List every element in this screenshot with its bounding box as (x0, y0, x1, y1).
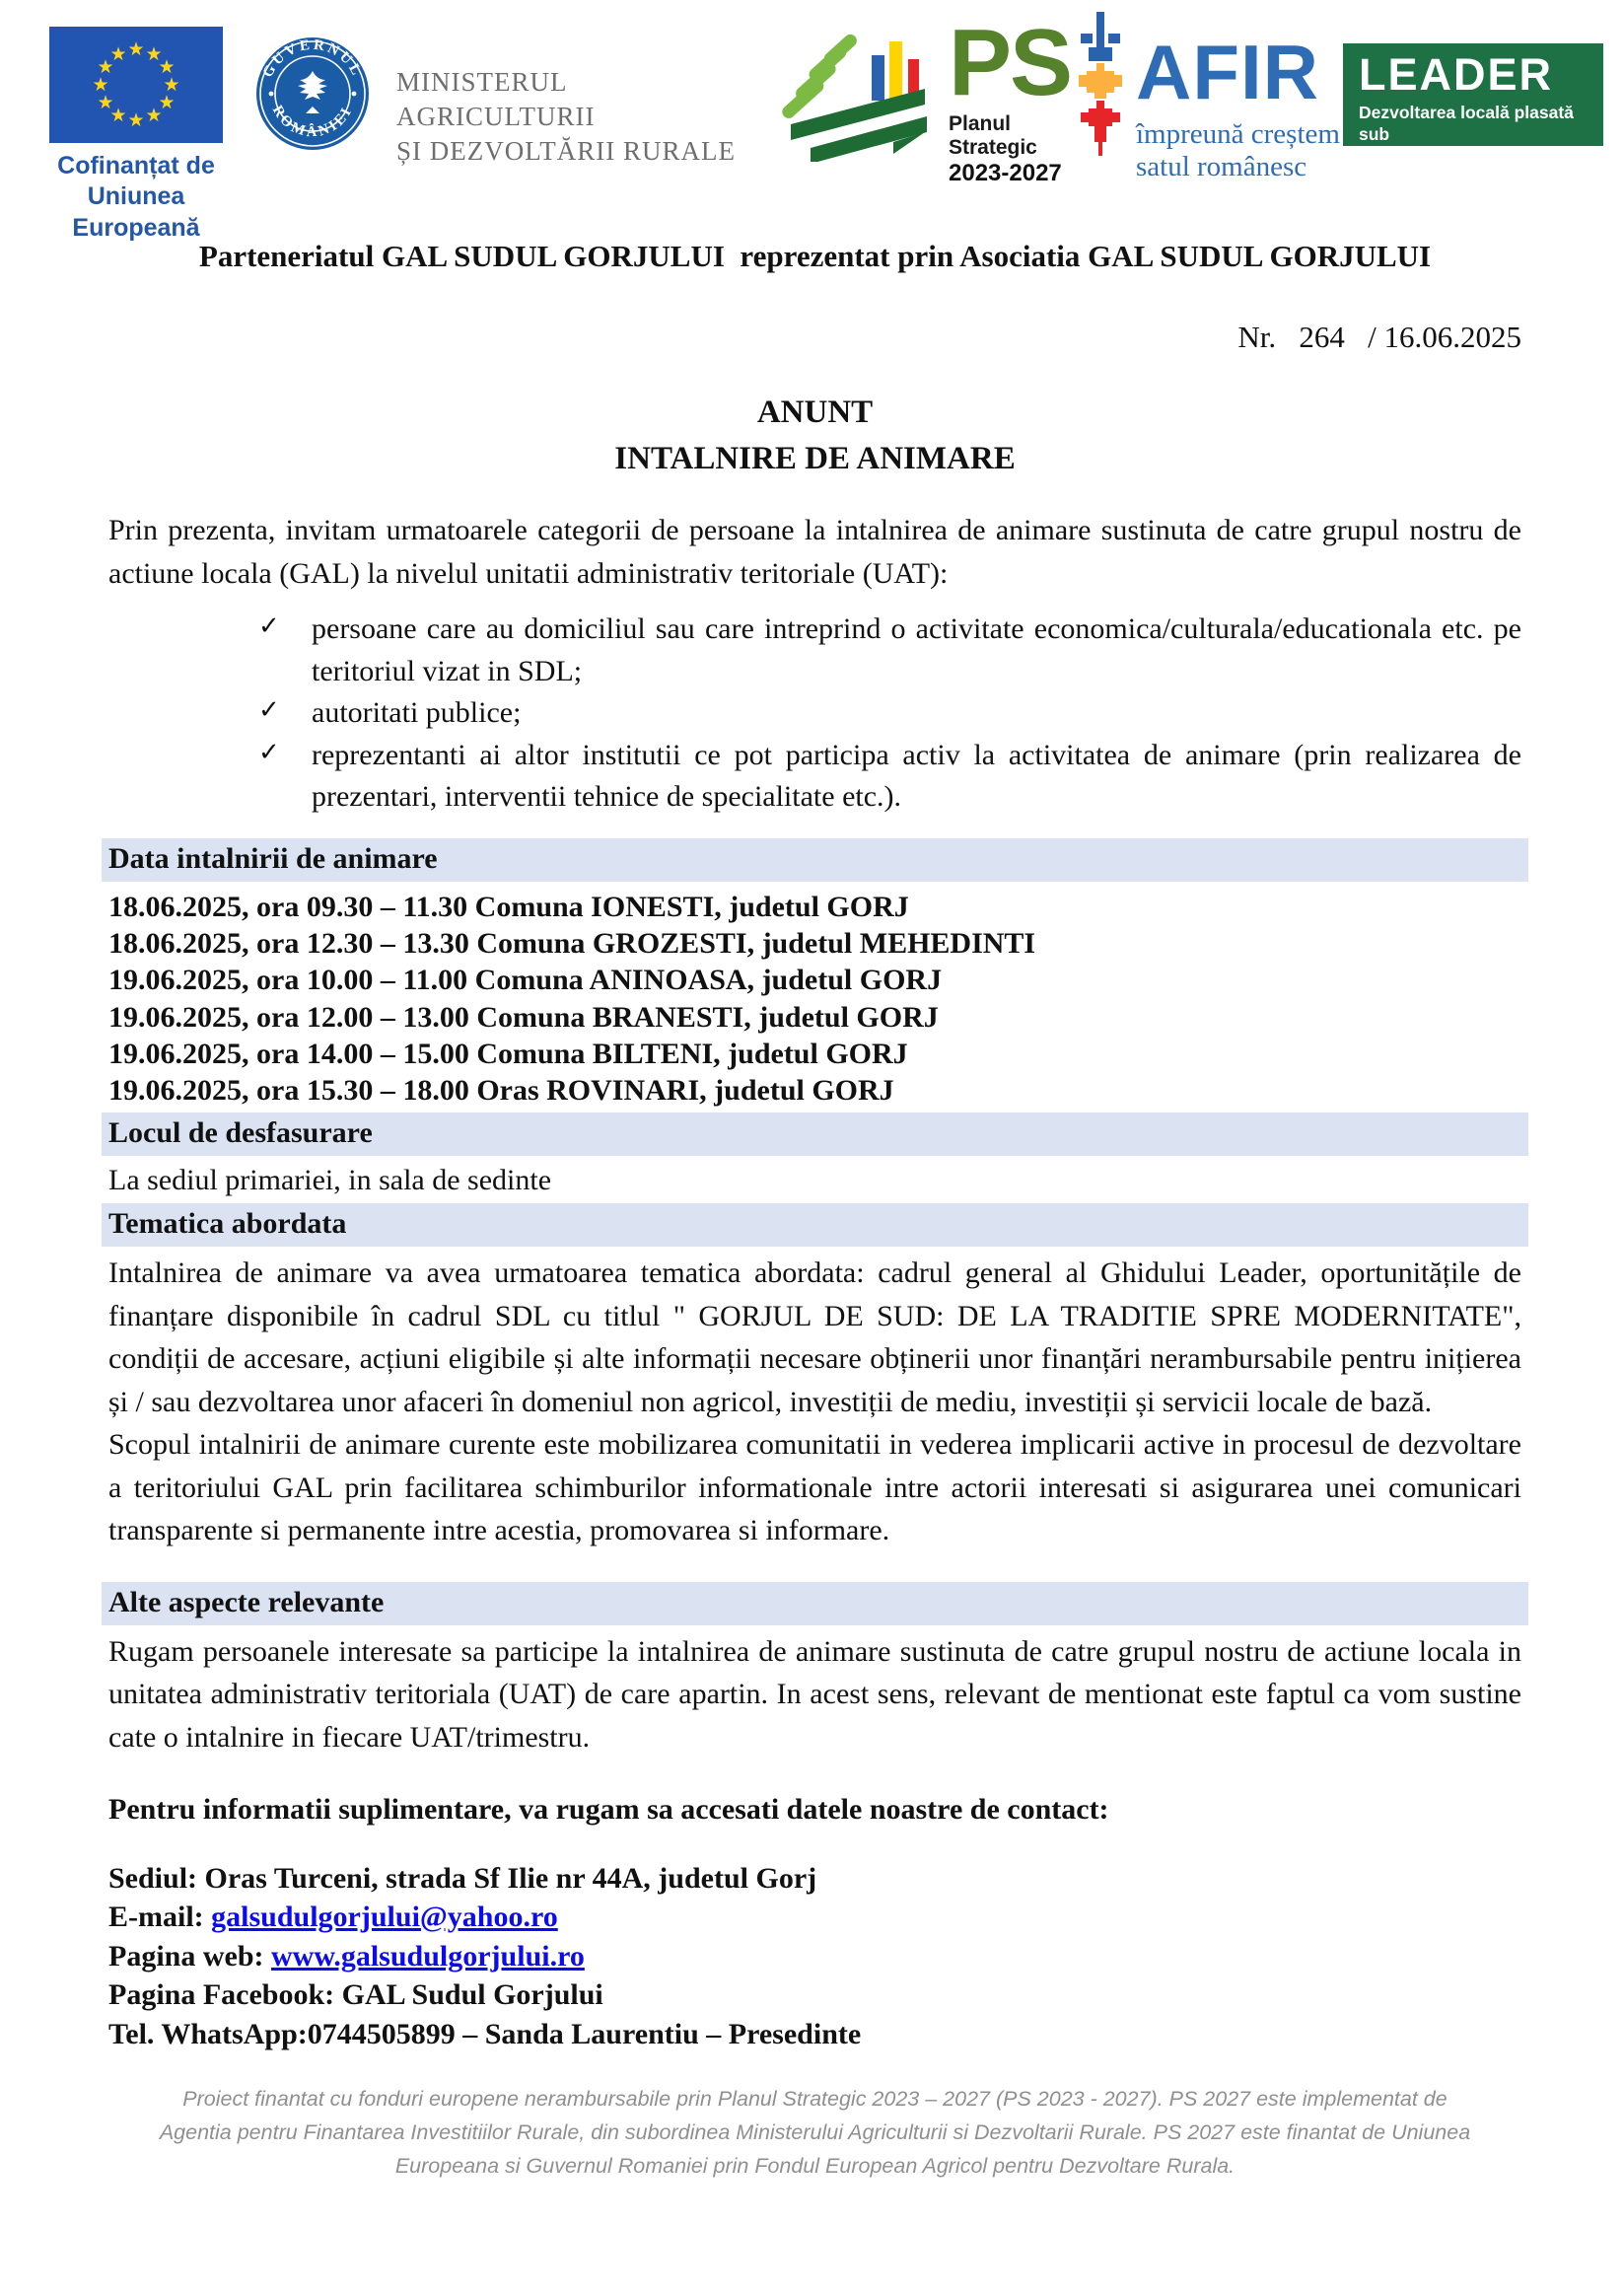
afir-logo (1136, 29, 1343, 184)
contact-intro: Pentru informatii suplimentare, va rugam sa accesati datele noastre de contact: (108, 1793, 1109, 1827)
bullet-text: autoritati publice; (312, 696, 522, 730)
svg-text:★: ★ (158, 56, 176, 78)
svg-text:★: ★ (109, 43, 127, 65)
other-aspects-paragraph: Rugam persoanele interesate sa participe la intalnirea de animare sustinuta de catre grupul nostru de actiune locala in unitatea administrativ teritoriala (UAT) de care apartin. In acest sens, relevant de mentionat este faptul ca vom sustine cate o intalnire in fiecare UAT/trimestru. (108, 1634, 1521, 1754)
leader-subtitle-2: responsabilitatea comunității (1359, 148, 1598, 169)
website-link[interactable]: www.galsudulgorjului.ro (271, 1939, 585, 1973)
svg-text:★: ★ (92, 74, 109, 96)
meeting-row: 18.06.2025, ora 09.30 – 11.30 Comuna IONESTI, judetul GORJ (108, 890, 909, 923)
logo-strip (0, 0, 1624, 242)
web-label: Pagina web: (108, 1939, 271, 1973)
contact-facebook: Pagina Facebook: GAL Sudul Gorjului (108, 1978, 603, 2012)
svg-text:★: ★ (127, 109, 145, 131)
leader-logo (1343, 43, 1603, 169)
contact-email-line (108, 1898, 1521, 1937)
ps-leaves-icon (777, 34, 945, 162)
checkmark-icon: ✓ (258, 737, 280, 767)
funding-footer-note: Proiect finantat cu fonduri europene nerambursabile prin Planul Strategic 2023 – 2027 (PS 2023 - 2027). PS 2027 este implementat de Agentia pentru Finantarea Investitiilor Rurale, din subordinea Ministerului Agriculturii si Dezvoltarii Rurale. PS 2027 este finantat de Uniunea Europeana si Guvernul Romaniei prin Fondul European Agricol pentru Dezvoltare Rurala. (159, 2086, 1471, 2179)
ps-abbr: PS (949, 10, 1072, 115)
eu-caption: Cofinanțat de Uniunea Europeană (57, 152, 215, 242)
eu-flag-icon (49, 27, 223, 143)
contact-phone: Tel. WhatsApp:0744505899 – Sanda Laurentiu – Presedinte (108, 2017, 862, 2050)
section-header-other-aspects: Alte aspecte relevante (102, 1582, 1528, 1625)
svg-text:★: ★ (97, 56, 114, 78)
svg-text:GUVERNUL: GUVERNUL (259, 36, 366, 81)
location-text: La sediul primariei, in sala de sedinte (108, 1164, 552, 1197)
svg-text:ROMÂNIEI: ROMÂNIEI (268, 103, 357, 141)
intro-paragraph: Prin prezenta, invitam urmatoarele categorii de persoane la intalnirea de animare sustinuta de catre grupul nostru de actiune locala (GAL) la nivelul unitatii administrativ teritoriale (UAT): (108, 514, 1521, 590)
bullet-text: persoane care au domiciliul sau care intreprind o activitate economica/culturala/educationala etc. pe teritoriul vizat in SDL; (312, 612, 1521, 687)
svg-text:★: ★ (145, 43, 163, 65)
contact-web-line (108, 1937, 1521, 1976)
meeting-row: 19.06.2025, ora 10.00 – 11.00 Comuna ANINOASA, judetul GORJ (108, 964, 943, 997)
doc-title: ANUNT (756, 395, 874, 430)
svg-text:★: ★ (145, 105, 163, 126)
theme-paragraph-1: Intalnirea de animare va avea urmatoarea tematica abordata: cadrul general al Ghidului Leader, oportunitățile de finanțare disponibile în cadrul SDL cu titlul " GORJUL DE SUD: DE LA TRADITIE SPRE MODERNITATE", condiții de accesare, acțiuni eligibile și alte informații necesare obținerii unor finanțări nerambursabile pentru inițierea și / sau dezvoltarea unor afaceri în domeniul non agricol, investiții de mediu, investiții și servicii locale de bază. (108, 1256, 1521, 1418)
document-body (0, 239, 1624, 2184)
svg-text:★: ★ (127, 38, 145, 60)
ps-line1: Planul Strategic (949, 112, 1037, 159)
checkmark-icon: ✓ (258, 611, 280, 641)
email-label: E-mail: (108, 1901, 212, 1934)
ministry-label: MINISTERUL AGRICULTURII ȘI DEZVOLTĂRII RURALE (396, 67, 736, 167)
contact-block (108, 1859, 1521, 2054)
afir-tagline: împreună creștem satul românesc (1136, 118, 1340, 183)
afir-wheat-icon (1073, 12, 1128, 160)
meeting-schedule-list (108, 889, 1521, 1109)
romanian-government-seal-icon (254, 36, 371, 152)
bullet-item (213, 609, 1521, 692)
afir-name: AFIR (1136, 29, 1319, 115)
section-header-location: Locul de desfasurare (102, 1112, 1528, 1156)
partnership-line: Parteneriatul GAL SUDUL GORJULUI reprezentat prin Asociatia GAL SUDUL GORJULUI (198, 239, 1432, 273)
meeting-row: 19.06.2025, ora 15.30 – 18.00 Oras ROVINARI, judetul GORJ (108, 1073, 894, 1107)
meeting-row: 18.06.2025, ora 12.30 – 13.30 Comuna GROZESTI, judetul MEHEDINTI (108, 927, 1036, 961)
email-link[interactable]: galsudulgorjului@yahoo.ro (211, 1901, 558, 1934)
svg-text:★: ★ (163, 74, 180, 96)
leader-name: LEADER (1359, 49, 1554, 100)
meeting-row: 19.06.2025, ora 12.00 – 13.00 Comuna BRANESTI, judetul GORJ (108, 1000, 939, 1034)
document-number-line: Nr. 264 / 16.06.2025 (1237, 320, 1521, 354)
svg-text:★: ★ (97, 92, 114, 113)
section-header-theme: Tematica abordata (102, 1203, 1528, 1247)
svg-text:★: ★ (158, 92, 176, 113)
meeting-row: 19.06.2025, ora 14.00 – 15.00 Comuna BILTENI, judetul GORJ (108, 1037, 908, 1070)
section-header-meeting-dates: Data intalnirii de animare (102, 838, 1528, 882)
bullet-item (213, 735, 1521, 819)
contact-address: Sediul: Oras Turceni, strada Sf Ilie nr 44A, judetul Gorj (108, 1861, 817, 1895)
eu-cofinanced-logo (33, 27, 240, 244)
doc-subtitle: INTALNIRE DE ANIMARE (614, 441, 1016, 476)
leader-subtitle-1: Dezvoltarea locală plasată sub (1359, 103, 1574, 145)
theme-paragraph-2: Scopul intalnirii de animare curente este mobilizarea comunitatii in vederea implicarii active in procesul de dezvoltare a teritoriului GAL prin facilitarea schimburilor informationale intre actorii interesati si asigurarea unei comunicari transparente si permanente intre acestia, promovarea si informare. (108, 1428, 1521, 1547)
checkmark-icon: ✓ (258, 695, 280, 726)
ps-strategic-plan-logo (949, 10, 1077, 187)
svg-text:★: ★ (109, 105, 127, 126)
audience-bullet-list (108, 609, 1521, 819)
bullet-item (213, 692, 1521, 735)
ps-line2: 2023-2027 (949, 160, 1062, 186)
bullet-text: reprezentanti ai altor institutii ce pot participa activ la activitatea de animare (prin realizarea de prezentari, interventii tehnice de specialitate etc.). (312, 738, 1521, 814)
